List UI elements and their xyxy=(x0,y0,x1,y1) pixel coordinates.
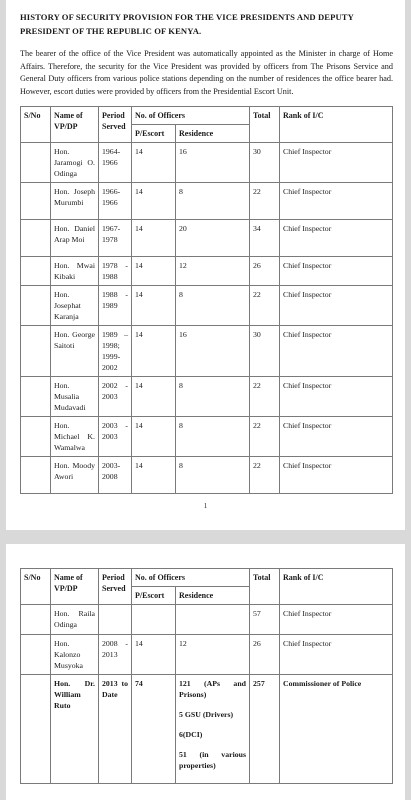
cell-escort: 14 xyxy=(132,143,176,183)
cell-residence xyxy=(176,605,250,635)
cell-period xyxy=(99,605,132,635)
cell-name: Hon. Kalonzo Musyoka xyxy=(51,635,99,675)
header-officers: No. of Officers xyxy=(132,569,250,587)
cell-sno xyxy=(21,183,51,220)
header-residence: Residence xyxy=(176,125,250,143)
document-page-1 xyxy=(6,0,405,530)
cell-escort: 14 xyxy=(132,286,176,326)
header-total: Total xyxy=(250,569,280,605)
table-header xyxy=(21,107,393,143)
cell-sno xyxy=(21,675,51,784)
cell-total: 22 xyxy=(250,183,280,220)
cell-period: 1964-1966 xyxy=(99,143,132,183)
cell-rank: Chief Inspector xyxy=(280,377,393,417)
table-body-page-1 xyxy=(21,143,393,494)
cell-sno xyxy=(21,457,51,494)
cell-residence: 12 xyxy=(176,635,250,675)
cell-period: 2008 - 2013 xyxy=(99,635,132,675)
cell-total: 30 xyxy=(250,326,280,377)
cell-period: 2003 - 2003 xyxy=(99,417,132,457)
header-period: Period Served xyxy=(99,107,132,143)
cell-period: 2013 to Date xyxy=(99,675,132,784)
header-rank: Rank of I/C xyxy=(280,107,393,143)
table-row xyxy=(21,183,393,220)
cell-total: 257 xyxy=(250,675,280,784)
cell-residence xyxy=(176,675,250,784)
table-row xyxy=(21,286,393,326)
cell-residence: 8 xyxy=(176,457,250,494)
cell-period: 2003-2008 xyxy=(99,457,132,494)
cell-rank: Chief Inspector xyxy=(280,605,393,635)
cell-sno xyxy=(21,286,51,326)
cell-rank: Chief Inspector xyxy=(280,257,393,286)
document-title: HISTORY OF SECURITY PROVISION FOR THE VICE PRESIDENTS AND DEPUTY PRESIDENT OF THE REPUBLIC OF KENYA. xyxy=(20,12,354,36)
cell-escort: 14 xyxy=(132,326,176,377)
cell-rank: Chief Inspector xyxy=(280,143,393,183)
cell-rank: Chief Inspector xyxy=(280,286,393,326)
cell-sno xyxy=(21,220,51,257)
cell-escort: 14 xyxy=(132,635,176,675)
header-sno: S/No xyxy=(21,569,51,605)
cell-name: Hon. Moody Awori xyxy=(51,457,99,494)
cell-name: Hon. Raila Odinga xyxy=(51,605,99,635)
cell-sno xyxy=(21,417,51,457)
cell-sno xyxy=(21,326,51,377)
cell-name: Hon. Michael K. Wamalwa xyxy=(51,417,99,457)
cell-sno xyxy=(21,635,51,675)
cell-sno xyxy=(21,377,51,417)
table-row xyxy=(21,143,393,183)
cell-escort: 14 xyxy=(132,377,176,417)
header-residence: Residence xyxy=(176,587,250,605)
cell-period: 2002 - 2003 xyxy=(99,377,132,417)
cell-escort: 14 xyxy=(132,220,176,257)
cell-escort: 14 xyxy=(132,257,176,286)
cell-total: 26 xyxy=(250,257,280,286)
header-officers: No. of Officers xyxy=(132,107,250,125)
cell-total: 22 xyxy=(250,457,280,494)
cell-period: 1988 - 1989 xyxy=(99,286,132,326)
header-name: Name of VP/DP xyxy=(51,107,99,143)
cell-total: 22 xyxy=(250,286,280,326)
residence-line: 5 GSU (Drivers) xyxy=(179,710,234,719)
cell-name: Hon. Joseph Murumbi xyxy=(51,183,99,220)
cell-escort: 14 xyxy=(132,417,176,457)
cell-rank: Commissioner of Police xyxy=(280,675,393,784)
cell-total: 22 xyxy=(250,417,280,457)
table-row xyxy=(21,326,393,377)
cell-total: 57 xyxy=(250,605,280,635)
header-total: Total xyxy=(250,107,280,143)
cell-residence: 8 xyxy=(176,377,250,417)
cell-residence: 8 xyxy=(176,183,250,220)
cell-residence: 8 xyxy=(176,417,250,457)
table-row xyxy=(21,257,393,286)
cell-rank: Chief Inspector xyxy=(280,326,393,377)
header-escort: P/Escort xyxy=(132,125,176,143)
cell-sno xyxy=(21,605,51,635)
cell-period: 1978 - 1988 xyxy=(99,257,132,286)
cell-escort: 14 xyxy=(132,457,176,494)
cell-total: 34 xyxy=(250,220,280,257)
cell-escort: 14 xyxy=(132,183,176,220)
cell-rank: Chief Inspector xyxy=(280,220,393,257)
cell-residence: 16 xyxy=(176,326,250,377)
cell-name: Hon. Josephat Karanja xyxy=(51,286,99,326)
cell-escort: 74 xyxy=(132,675,176,784)
cell-rank: Chief Inspector xyxy=(280,417,393,457)
cell-sno xyxy=(21,143,51,183)
intro-paragraph: The bearer of the office of the Vice President was automatically appointed as the Minister in charge of Home Affairs. Therefore, the security for the Vice President was provided by officers from The Prisons Service and General Duty officers from various police stations depending on the number of residences the office bearer had. However, escort duties were provided by officers from the Presidential Escort Unit. xyxy=(20,49,393,96)
cell-rank: Chief Inspector xyxy=(280,183,393,220)
table-row xyxy=(21,635,393,675)
residence-line: 51 (in various properties) xyxy=(179,750,247,770)
cell-name: Hon. Jaramogi O. Odinga xyxy=(51,143,99,183)
cell-rank: Chief Inspector xyxy=(280,635,393,675)
table-row xyxy=(21,605,393,635)
cell-total: 30 xyxy=(250,143,280,183)
cell-name: Hon. Musalia Mudavadi xyxy=(51,377,99,417)
cell-total: 26 xyxy=(250,635,280,675)
cell-sno xyxy=(21,257,51,286)
table-row xyxy=(21,675,393,784)
header-rank: Rank of I/C xyxy=(280,569,393,605)
page-number: 1 xyxy=(203,502,208,510)
header-escort: P/Escort xyxy=(132,587,176,605)
cell-residence: 8 xyxy=(176,286,250,326)
cell-name: Hon. George Saitoti xyxy=(51,326,99,377)
table-row xyxy=(21,457,393,494)
cell-residence: 16 xyxy=(176,143,250,183)
security-table-page-1 xyxy=(20,106,393,494)
table-row xyxy=(21,377,393,417)
residence-line: 121 (APs and Prisons) xyxy=(179,679,247,699)
cell-name: Hon. Daniel Arap Moi xyxy=(51,220,99,257)
cell-residence: 12 xyxy=(176,257,250,286)
header-sno: S/No xyxy=(21,107,51,143)
cell-period: 1989 – 1998; 1999-2002 xyxy=(99,326,132,377)
header-name: Name of VP/DP xyxy=(51,569,99,605)
cell-period: 1966-1966 xyxy=(99,183,132,220)
table-body-page-2 xyxy=(21,605,393,784)
residence-line: 6(DCI) xyxy=(179,730,203,739)
table-row xyxy=(21,417,393,457)
cell-residence: 20 xyxy=(176,220,250,257)
security-table-page-2 xyxy=(20,568,393,784)
cell-name: Hon. Dr. William Ruto xyxy=(51,675,99,784)
cell-name: Hon. Mwai Kibaki xyxy=(51,257,99,286)
document-page-2 xyxy=(6,544,405,800)
cell-period: 1967-1978 xyxy=(99,220,132,257)
table-header xyxy=(21,569,393,605)
table-row xyxy=(21,220,393,257)
cell-escort xyxy=(132,605,176,635)
header-period: Period Served xyxy=(99,569,132,605)
cell-rank: Chief Inspector xyxy=(280,457,393,494)
cell-total: 22 xyxy=(250,377,280,417)
